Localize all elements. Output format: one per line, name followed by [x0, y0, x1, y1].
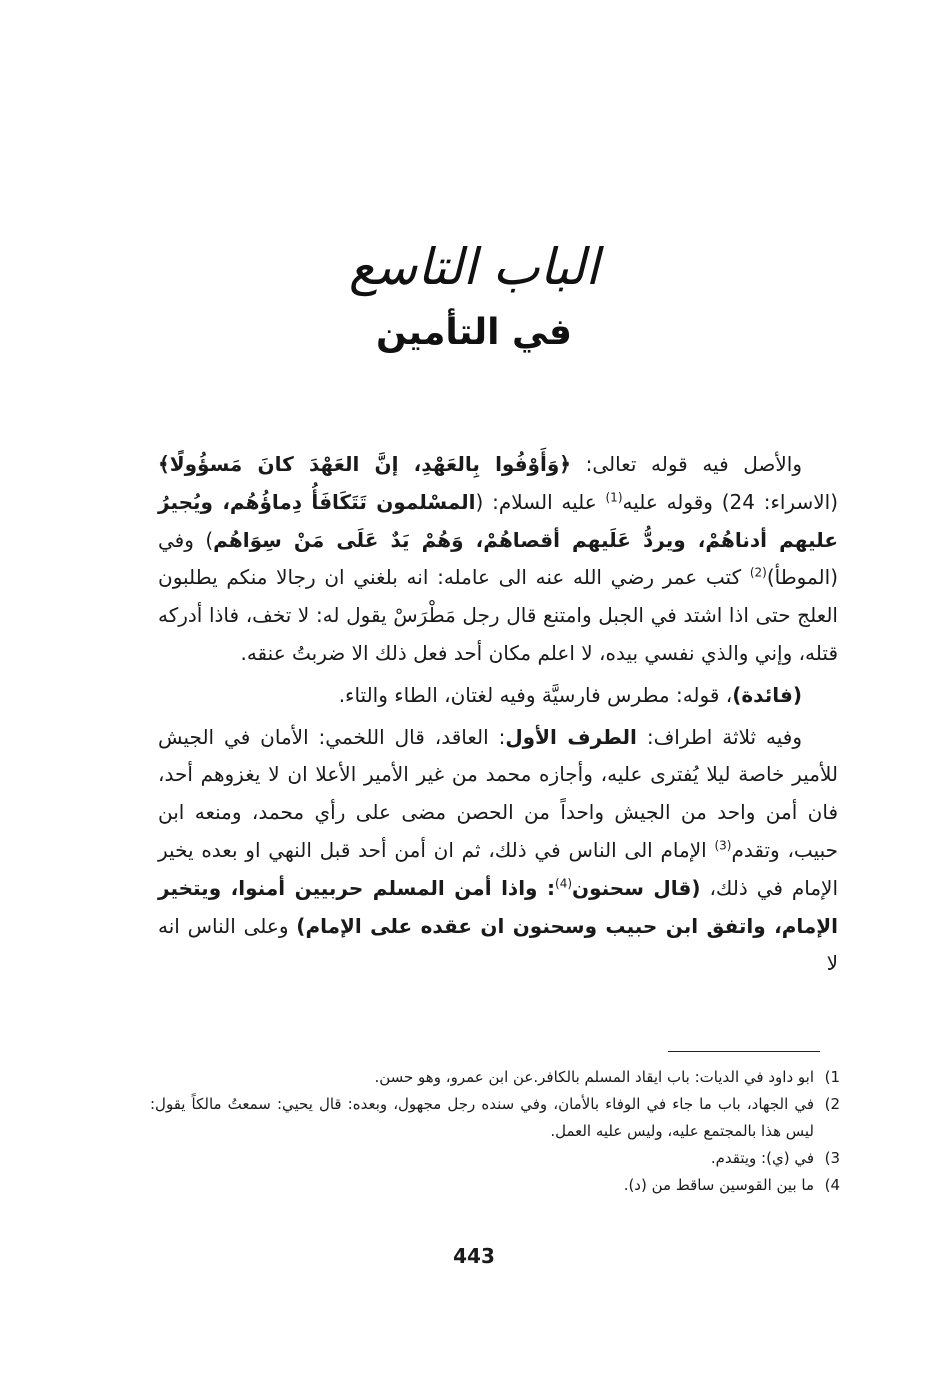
sahnun-quote: : واذا أمن المسلم حربيين أمنوا، ويتخير الإمام، واتفق ابن حبيب وسحنون ان عقده على الإمام) [158, 875, 838, 938]
body-text [158, 446, 838, 983]
chapter-subtitle: في التأمين [376, 312, 572, 353]
p1-text: عليه السلام: ( [475, 489, 606, 514]
p3-text: : العاقد، قال اللخمي: الأمان في الجيش للأمير خاصة ليلا يُفترى عليه، وأجازه محمد من غير الأمير الأعلا ان لا يغزوهم أحد، فان أمن واحد من الجيش واحداً من الحصن مضى على رأي محمد، ومنعه ابن حبيب، وتقدم [158, 724, 839, 862]
p3-rest: وعلى الناس انه لا [158, 913, 838, 976]
p3-text-2: الإمام الى الناس في ذلك، ثم ان أمن أحد قبل النهي او بعده يخير الإمام في ذلك، [158, 837, 839, 900]
paragraph-3 [158, 719, 838, 984]
page-number: 443 [453, 1244, 495, 1268]
footnote-number: 3) [824, 1149, 840, 1167]
p1-intro: والأصل فيه قوله تعالى: [571, 452, 802, 476]
quran-verse: ﴿وَأَوْفُوا بِالعَهْدِ، إنَّ العَهْدَ كانَ مَسؤُولًا﴾ [158, 452, 571, 476]
faida-text: ، قوله: مطرس فارسيَّة وفيه لغتان، الطاء والتاء. [338, 682, 733, 707]
footnote-3 [150, 1145, 840, 1172]
p3-intro: وفيه ثلاثة اطراف: [636, 724, 802, 749]
footnote-number: 4) [824, 1176, 840, 1194]
p1-rest: كتب عمر رضي الله عنه الى عامله: انه بلغني ان رجالا منكم يطلبون العلج حتى اذا اشتد في الجبل وامتنع قال رجل مَطْرَسْ يقول له: لا تخف، فاذا أدركه قتله، وإني والذي نفسي بيده، لا اعلم مكان أحد فعل ذلك الا ضربتُ عنقه. [158, 565, 838, 665]
footnote-1 [150, 1064, 840, 1091]
first-part-label: الطرف الأول [505, 724, 637, 749]
footnote-number: 2) [824, 1095, 840, 1113]
footnote-divider [668, 1051, 820, 1052]
faida-label: (فائدة) [732, 682, 802, 707]
footnote-text: في (ي): ويتقدم. [710, 1149, 814, 1167]
footnote-ref-4[interactable]: (4) [555, 876, 573, 891]
footnote-ref-1[interactable]: (1) [605, 490, 623, 505]
footnote-text: في الجهاد، باب ما جاء في الوفاء بالأمان، وفي سنده رجل مجهول، وبعده: قال يحيي: سمعتُ مالكاً يقول: ليس هذا بالمجتمع عليه، وليس عليه العمل. [150, 1095, 814, 1140]
paragraph-2 [158, 677, 838, 715]
footnote-2 [150, 1091, 840, 1145]
footnote-4 [150, 1172, 840, 1199]
footnote-number: 1) [824, 1068, 840, 1086]
p1-citation: (الاسراء: 24) وقوله عليه [622, 489, 838, 514]
p1-muwatta: ) وفي (الموطأ) [158, 527, 838, 590]
footnote-ref-3[interactable]: (3) [714, 838, 732, 853]
footnote-text: ابو داود في الديات: باب ايقاد المسلم بالكافر.عن ابن عمرو، وهو حسن. [374, 1068, 814, 1086]
footnote-text: ما بين القوسين ساقط من (د). [623, 1176, 814, 1194]
chapter-heading: الباب التاسع [348, 238, 600, 296]
footnote-ref-2[interactable]: (2) [749, 565, 767, 580]
hadith-text: المسْلمون تَتَكَافَأُ دِماؤُهُم، ويُجيرُ عليهم أدناهُمْ، ويردُّ عَلَيهم أقصاهُمْ، وَهُمْ يَدٌ عَلَى مَنْ سِوَاهُم [158, 489, 838, 552]
sahnun-quote-start: (قال سحنون [572, 875, 701, 900]
footnotes [150, 1064, 840, 1199]
paragraph-1 [158, 446, 838, 673]
